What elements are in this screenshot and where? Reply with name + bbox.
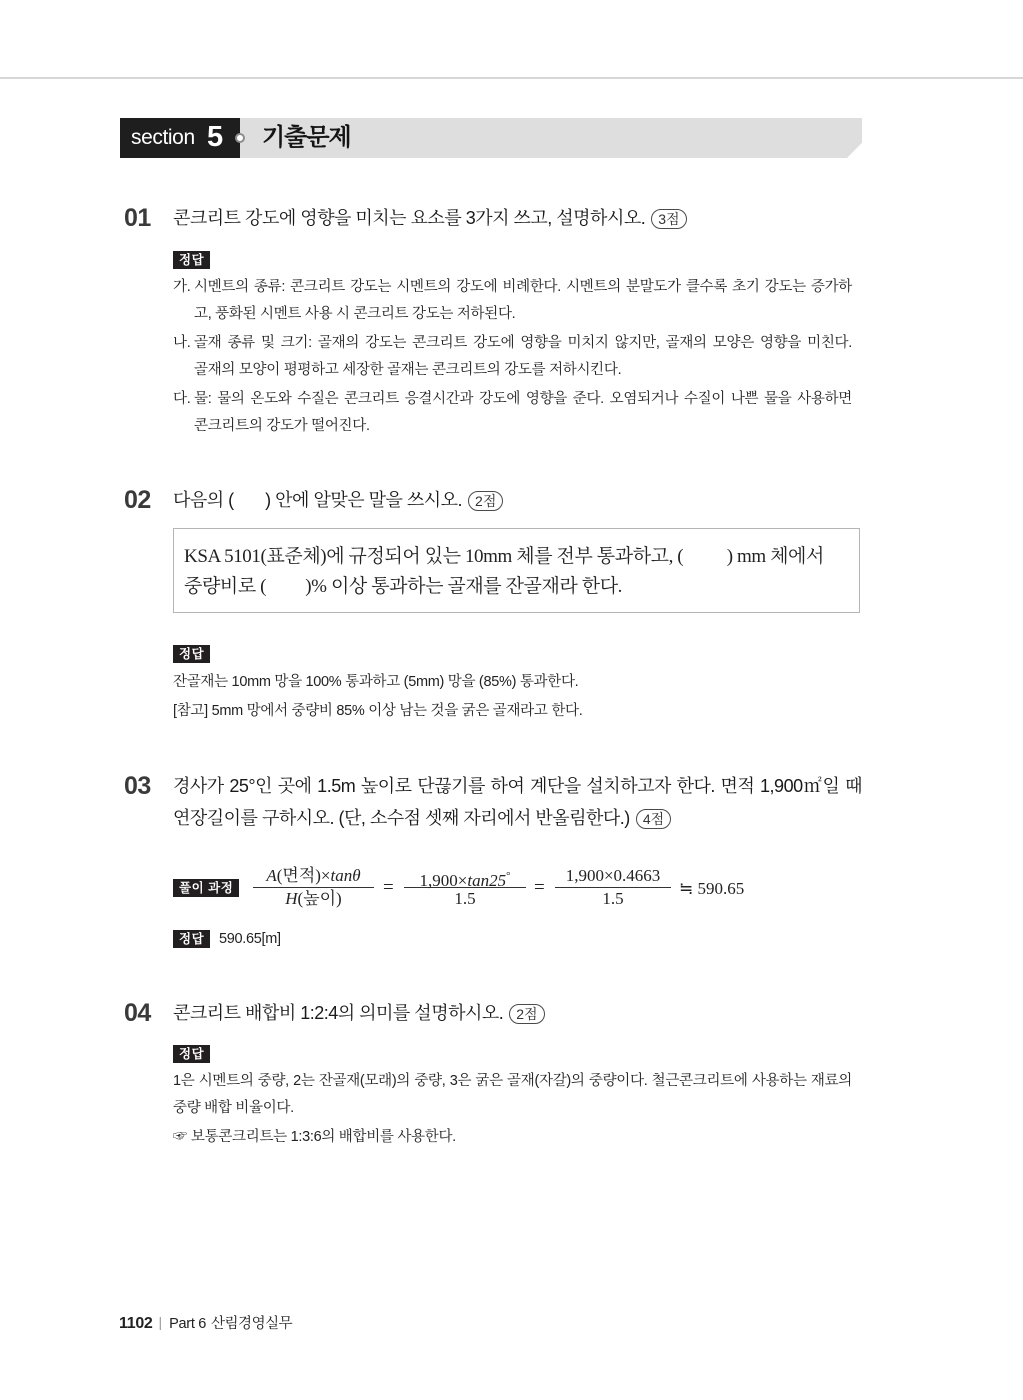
section-number: 5 bbox=[207, 121, 224, 153]
points-badge: 3점 bbox=[651, 209, 686, 229]
question-text-line: 경사가 25°인 곳에 1.5m 높이로 단끊기를 하여 계단을 설치하고자 한다. 면적 1,900㎡일 때 bbox=[173, 776, 862, 796]
answer-item-lines bbox=[194, 274, 852, 328]
formula-term: tan25 bbox=[467, 871, 507, 890]
formula-term: 1,900× bbox=[419, 871, 468, 890]
formula-term: H bbox=[285, 889, 298, 908]
answer-02 bbox=[173, 668, 582, 726]
question-text-line-content: 연장길이를 구하시오. (단, 소수점 셋째 자리에서 반올림한다.) bbox=[173, 808, 630, 828]
answer-line: 골재의 모양이 평평하고 세장한 골재는 콘크리트의 강도를 저하시킨다. bbox=[194, 362, 622, 378]
footer-part: Part 6 bbox=[169, 1316, 207, 1332]
page-footer bbox=[119, 1312, 292, 1335]
footer-separator: | bbox=[158, 1314, 163, 1330]
section-number-box bbox=[120, 118, 240, 158]
question-text bbox=[173, 204, 687, 232]
answer-01 bbox=[173, 274, 852, 442]
question-02-box bbox=[173, 528, 860, 613]
question-number: 02 bbox=[124, 486, 151, 514]
points-badge: 4점 bbox=[636, 809, 671, 829]
question-text-content: 다음의 ( ) 안에 알맞은 말을 쓰시오. bbox=[173, 490, 463, 510]
question-text bbox=[173, 486, 503, 514]
fraction-numerator: 1,900×0.4663 bbox=[555, 865, 671, 888]
section-title: 기출문제 bbox=[262, 124, 351, 151]
section-header bbox=[120, 118, 862, 158]
degree-symbol: ° bbox=[506, 870, 511, 882]
answer-item-marker: 가. bbox=[173, 279, 191, 295]
footer-title: 산림경영실무 bbox=[211, 1316, 293, 1332]
fraction-numerator bbox=[404, 865, 526, 888]
top-rule bbox=[0, 77, 1023, 79]
equals-sign: = bbox=[534, 877, 545, 898]
formula-term: A bbox=[266, 866, 277, 885]
fraction-denominator: 1.5 bbox=[454, 889, 476, 908]
answer-item-lines bbox=[194, 330, 852, 384]
question-text bbox=[173, 770, 862, 834]
section-label: section bbox=[131, 126, 195, 149]
answer-line: 시멘트의 종류: 콘크리트 강도는 시멘트의 강도에 비례한다. 시멘트의 분말도가 클수록 초기 강도는 증가하 bbox=[194, 279, 852, 295]
answer-line: [참고] 5mm 망에서 중량비 85% 이상 남는 것을 굵은 골재라고 한다. bbox=[173, 703, 583, 719]
question-number: 03 bbox=[124, 772, 151, 800]
solution-label: 풀이 과정 bbox=[173, 879, 239, 897]
answer-line: 잔골재는 10mm 망을 100% 통과하고 (5mm) 망을 (85%) 통과한다. bbox=[173, 674, 579, 690]
fraction-denominator bbox=[253, 888, 374, 910]
formula-term: (면적)× bbox=[276, 866, 331, 885]
formula-fraction-2 bbox=[404, 865, 526, 910]
answer-item bbox=[173, 386, 852, 440]
fraction-denominator: 1.5 bbox=[602, 889, 624, 908]
answer-item bbox=[173, 274, 852, 328]
question-number: 04 bbox=[124, 999, 151, 1027]
formula-result: ≒ 590.65 bbox=[679, 879, 745, 898]
equals-sign: = bbox=[383, 877, 394, 898]
answer-item bbox=[173, 330, 852, 384]
answer-note: ☞ 보통콘크리트는 1:3:6의 배합비를 사용한다. bbox=[173, 1129, 456, 1145]
answer-item-marker: 다. bbox=[173, 391, 191, 407]
answer-line: 1은 시멘트의 중량, 2는 잔골재(모래)의 중량, 3은 굵은 골재(자갈)의 중량이다. 철근콘크리트에 사용하는 재료의 bbox=[173, 1073, 852, 1089]
points-badge: 2점 bbox=[468, 491, 503, 511]
answer-line: 중량 배합 비율이다. bbox=[173, 1100, 294, 1116]
fraction-numerator bbox=[253, 865, 374, 888]
answer-line: 골재 종류 및 크기: 골재의 강도는 콘크리트 강도에 영향을 미치지 않지만, 골재의 모양은 영향을 미친다. bbox=[194, 335, 852, 351]
question-number: 01 bbox=[124, 204, 151, 232]
answer-line: 고, 풍화된 시멘트 사용 시 콘크리트 강도는 저하된다. bbox=[194, 306, 516, 322]
points-badge: 2점 bbox=[509, 1004, 544, 1024]
formula-term: (높이) bbox=[297, 889, 342, 908]
answer-value: 590.65[m] bbox=[219, 931, 281, 947]
answer-line: 콘크리트의 강도가 떨어진다. bbox=[194, 418, 370, 434]
answer-label: 정답 bbox=[173, 930, 210, 948]
question-text-line bbox=[173, 802, 862, 834]
section-bullet-icon bbox=[235, 133, 245, 143]
formula-fraction-3 bbox=[555, 865, 671, 910]
answer-label: 정답 bbox=[173, 645, 210, 663]
question-text-content: 콘크리트 배합비 1:2:4의 의미를 설명하시오. bbox=[173, 1003, 504, 1023]
question-text bbox=[173, 999, 545, 1027]
answer-line: 물: 물의 온도와 수질은 콘크리트 응결시간과 강도에 영향을 준다. 오염되거나 수질이 나쁜 물을 사용하면 bbox=[194, 391, 852, 407]
formula-term: tanθ bbox=[330, 866, 361, 885]
answer-item-marker: 나. bbox=[173, 335, 191, 351]
page-number: 1102 bbox=[119, 1315, 153, 1332]
box-line: KSA 5101(표준체)에 규정되어 있는 10mm 체를 전부 통과하고, ( ) mm 체에서 bbox=[184, 546, 824, 567]
question-text-content: 콘크리트 강도에 영향을 미치는 요소를 3가지 쓰고, 설명하시오. bbox=[173, 208, 646, 228]
answer-04 bbox=[173, 1068, 852, 1151]
answer-item-lines bbox=[194, 386, 852, 440]
box-line: 중량비로 ( )% 이상 통과하는 골재를 잔골재라 한다. bbox=[184, 576, 623, 597]
answer-label: 정답 bbox=[173, 1045, 210, 1063]
answer-label: 정답 bbox=[173, 251, 210, 269]
formula-fraction-1 bbox=[253, 865, 374, 910]
